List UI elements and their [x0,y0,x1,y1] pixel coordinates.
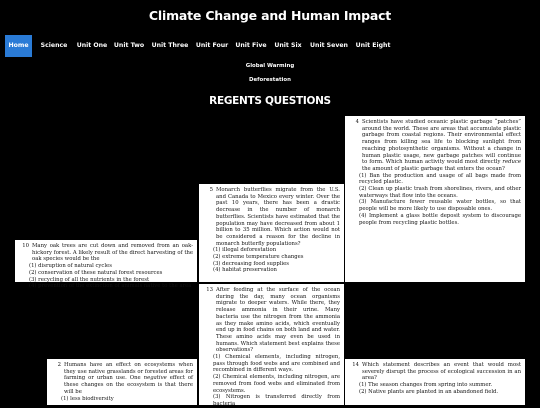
answer-option: (1) disruption of natural cycles [29,263,112,270]
answer-option: (2) Native plants are planted in an abandoned field. [359,388,499,395]
question-text: Humans have an effect on ecosystems when they use native grasslands or forested areas for farming or urban use. One negative effect of these changes on the ecosystem is that there will be [64,362,193,395]
question-text: Scientists have studied oceanic plastic garbage “patches” around the world. These are areas that accumulate plastic garbage from coastal regions. Their environmental effect ranges from killing sea life to blocking sunlight from reaching photosynthetic organisms. Without a change in human plastic usage, new garbage patches will continue to form. Which human activity would most directly reduce the amount of plastic garbage that enters the ocean? [362,119,521,172]
question-number: 13 [206,287,213,293]
question-stem [51,362,193,396]
question-card-14 [345,359,525,405]
answer-options [349,382,521,395]
nav-unit-eight[interactable]: Unit Eight [355,42,391,49]
question-text: Many oak trees are cut down and removed from an oak-hickory forest. A likely result of the direct harvesting of the oak species would be the [32,243,193,263]
answer-option: (3) Nitrogen is transferred directly from bacteria [213,394,340,407]
answer-options [203,354,340,408]
emphasis-reduce: reduce [502,159,521,166]
answer-option: (4) habitat preservation [213,267,277,274]
question-stem [203,187,340,247]
answer-option: (2) extreme temperature changes [213,254,304,261]
answer-options [203,247,340,274]
answer-option: (4) prevention of the extinction of animals native to the area [29,283,192,290]
section-title: REGENTS QUESTIONS [209,95,331,107]
nav-unit-two[interactable]: Unit Two [113,42,145,49]
answer-options [349,173,521,227]
nav-science[interactable]: Science [40,42,68,49]
nav-unit-three[interactable]: Unit Three [151,42,189,49]
nav-home[interactable]: Home [5,35,32,57]
emphasis-negative: negative [143,375,167,382]
nav-unit-six[interactable]: Unit Six [274,42,302,49]
answer-option: (4) Implement a glass bottle deposit system to discourage people from recycling plastic bottles. [359,212,521,226]
answer-option: (3) recycling of all the nutrients in the forest [29,276,150,283]
question-number: 4 [355,119,359,125]
question-text: Monarch butterflies migrate from the U.S. and Canada to Mexico every winter. Over the past 10 years, there has been a drastic decrease in the number of monarch butterflies. Scientists have estimated that the population may have decreased from about 1 billion to 35 million. Which action would not be considered a reason for the decline in monarch butterfly populations? [216,187,340,247]
answer-option: (1) The season changes from spring into summer. [359,382,493,389]
answer-option: (2) Chemical elements, including nitrogen, are removed from food webs and eliminated from ecosystems. [213,374,340,394]
question-text: After feeding at the surface of the ocean during the day, many ocean organisms migrate to deeper waters. While there, they release ammonia in their urine. Many bacteria use the nitrogen from the ammonia as they make amino acids, which eventually end up in food chains on both land and water. These amino acids may even be used in humans. Which statement best explains these observations? [216,287,340,354]
answer-option: (2) Clean up plastic trash from shorelines, rivers, and other waterways that flow into the oceans. [359,186,521,199]
nav-unit-five[interactable]: Unit Five [235,42,267,49]
question-number: 10 [22,243,29,249]
nav-unit-four[interactable]: Unit Four [195,42,229,49]
answer-options [51,396,193,403]
question-stem [349,119,521,173]
question-number: 14 [352,362,359,368]
answer-option: (3) decreasing food supplies [213,260,289,267]
nav-unit-one[interactable]: Unit One [76,42,108,49]
answer-options [19,263,193,290]
answer-option: (2) conservation of these natural forest resources [29,269,163,276]
answer-option: (1) Ban the production and usage of all bags made from recycled plastic. [359,172,521,186]
question-number: 5 [209,187,213,193]
question-stem [19,243,193,263]
question-text: Which statement describes an event that would most severely disrupt the process of ecological succession in an area? [362,362,521,382]
link-global-warming[interactable]: Global Warming [245,63,295,69]
answer-option: (1) Chemical elements, including nitrogen, pass through food webs and are combined and recombined in different ways. [213,354,340,374]
nav-unit-seven[interactable]: Unit Seven [310,42,348,49]
question-number: 2 [57,362,61,368]
question-card-4 [345,116,525,282]
question-card-10 [15,240,197,290]
question-stem [349,362,521,382]
question-card-2 [47,359,197,405]
link-deforestation[interactable]: Deforestation [249,77,291,83]
answer-option: (1) less biodiversity [61,395,114,402]
answer-option: (3) Manufacture fewer reusable water bottles, so that people will be more likely to use disposable ones. [359,199,521,213]
question-card-5 [199,184,344,282]
main-navigation [3,35,538,57]
answer-option: (1) illegal deforestation [213,247,277,254]
question-card-13 [199,284,344,405]
question-stem [203,287,340,354]
site-title: Climate Change and Human Impact [148,8,392,23]
